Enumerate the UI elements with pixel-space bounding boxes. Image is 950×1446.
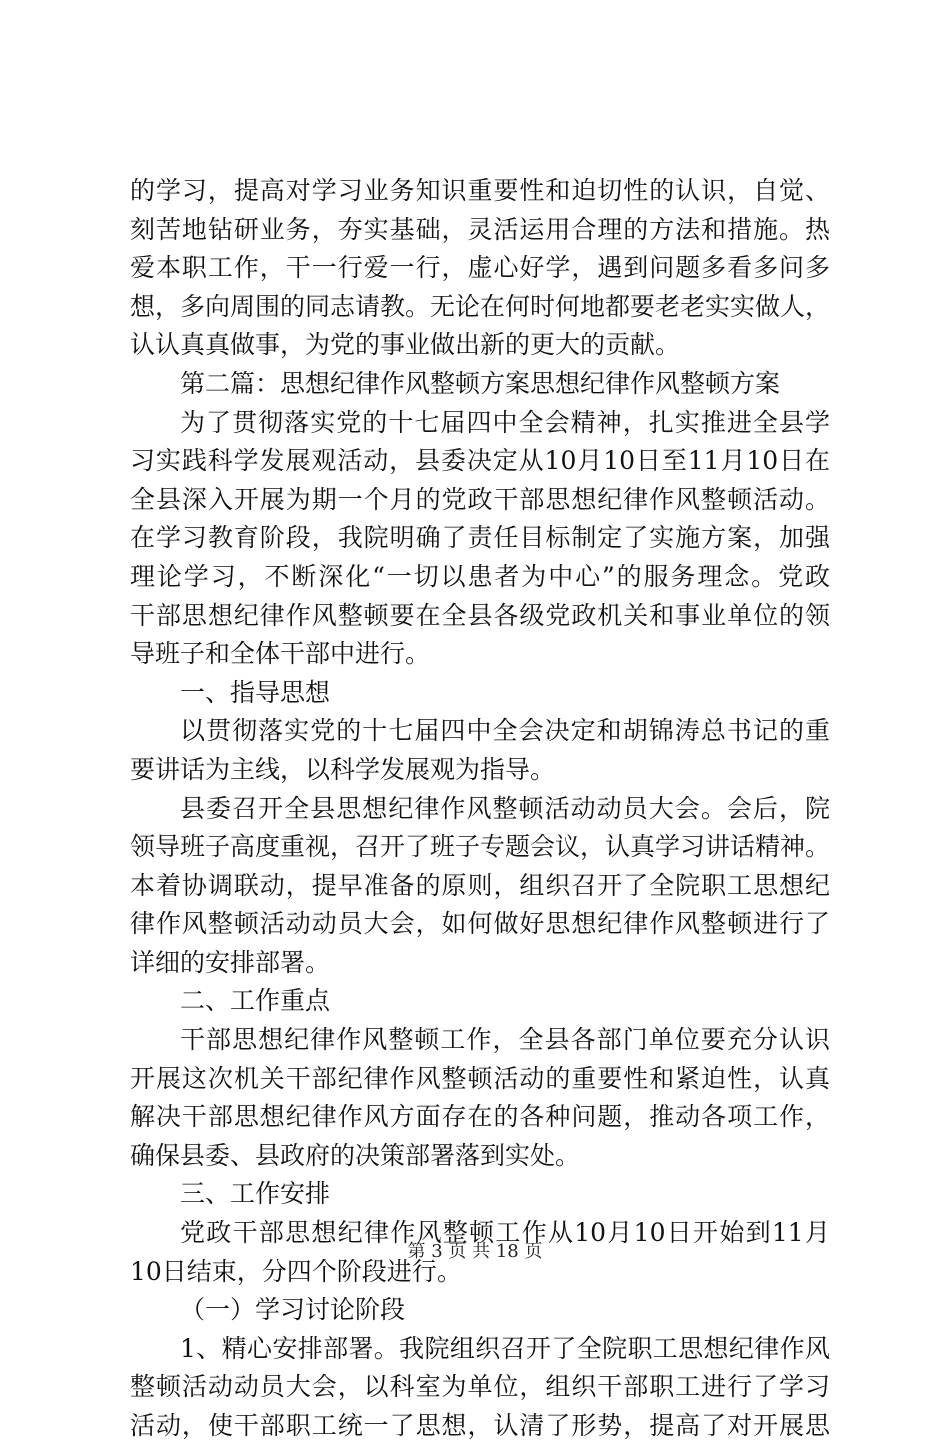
text-line: 以贯彻落实党的十七届四中全会决定和胡锦涛总书记的重 <box>180 716 830 746</box>
text-line: 导班子和全体干部中进行。 <box>130 639 431 669</box>
text-line: 的学习，提高对学习业务知识重要性和迫切性的认识，自觉、 <box>130 176 830 205</box>
text-line: 理论学习，不断深化“一切以患者为中心”的服务理念。党政 <box>130 561 830 591</box>
text-line: 10日结束，分四个阶段进行。 <box>130 1256 462 1286</box>
text-line: 习实践科学发展观活动，县委决定从10月10日至11月10日在 <box>130 446 830 476</box>
page-footer: 第 3 页 共 18 页 <box>407 1241 543 1262</box>
text-line: 活动，使干部职工统一了思想，认清了形势，提高了对开展思 <box>130 1411 830 1440</box>
text-line: 三、工作安排 <box>180 1179 331 1209</box>
text-line: 解决干部思想纪律作风方面存在的各种问题，推动各项工作， <box>130 1102 830 1132</box>
text-line: 县委召开全县思想纪律作风整顿活动动员大会。会后，院 <box>180 793 830 823</box>
text-line: 干部思想纪律作风整顿工作，全县各部门单位要充分认识 <box>180 1025 830 1055</box>
text-line: （一）学习讨论阶段 <box>180 1295 406 1325</box>
text-line: 整顿活动动员大会，以科室为单位，组织干部职工进行了学习 <box>130 1372 830 1402</box>
text-line: 律作风整顿活动动员大会，如何做好思想纪律作风整顿进行了 <box>130 909 830 939</box>
text-line: 全县深入开展为期一个月的党政干部思想纪律作风整顿活动。 <box>130 484 830 514</box>
text-line: 开展这次机关干部纪律作风整顿活动的重要性和紧迫性，认真 <box>130 1063 830 1093</box>
text-line: 领导班子高度重视，召开了班子专题会议，认真学习讲话精神。 <box>130 832 830 862</box>
text-line: 要讲话为主线，以科学发展观为指导。 <box>130 754 556 784</box>
text-line: 详细的安排部署。 <box>130 947 331 977</box>
text-line: 党政干部思想纪律作风整顿工作从10月10日开始到11月 <box>180 1218 830 1248</box>
text-line: 在学习教育阶段，我院明确了责任目标制定了实施方案，加强 <box>130 523 830 553</box>
text-line: 爱本职工作，干一行爱一行，虚心好学，遇到问题多看多问多 <box>130 253 830 283</box>
text-line: 认认真真做事，为党的事业做出新的更大的贡献。 <box>130 330 681 360</box>
text-line: 确保县委、县政府的决策部署落到实处。 <box>130 1140 581 1170</box>
text-line: 想，多向周围的同志请教。无论在何时何地都要老老实实做人， <box>130 291 830 321</box>
text-line: 二、工作重点 <box>180 986 331 1016</box>
text-line: 刻苦地钻研业务，夯实基础，灵活运用合理的方法和措施。热 <box>130 214 830 244</box>
text-line: 本着协调联动，提早准备的原则，组织召开了全院职工思想纪 <box>130 870 830 900</box>
text-line: 为了贯彻落实党的十七届四中全会精神，扎实推进全县学 <box>180 407 830 437</box>
text-line: 一、指导思想 <box>180 677 331 707</box>
text-line: 1、精心安排部署。我院组织召开了全院职工思想纪律作风 <box>180 1333 830 1363</box>
text-line: 第二篇：思想纪律作风整顿方案思想纪律作风整顿方案 <box>180 368 781 398</box>
text-line: 干部思想纪律作风整顿要在全县各级党政机关和事业单位的领 <box>130 600 830 630</box>
